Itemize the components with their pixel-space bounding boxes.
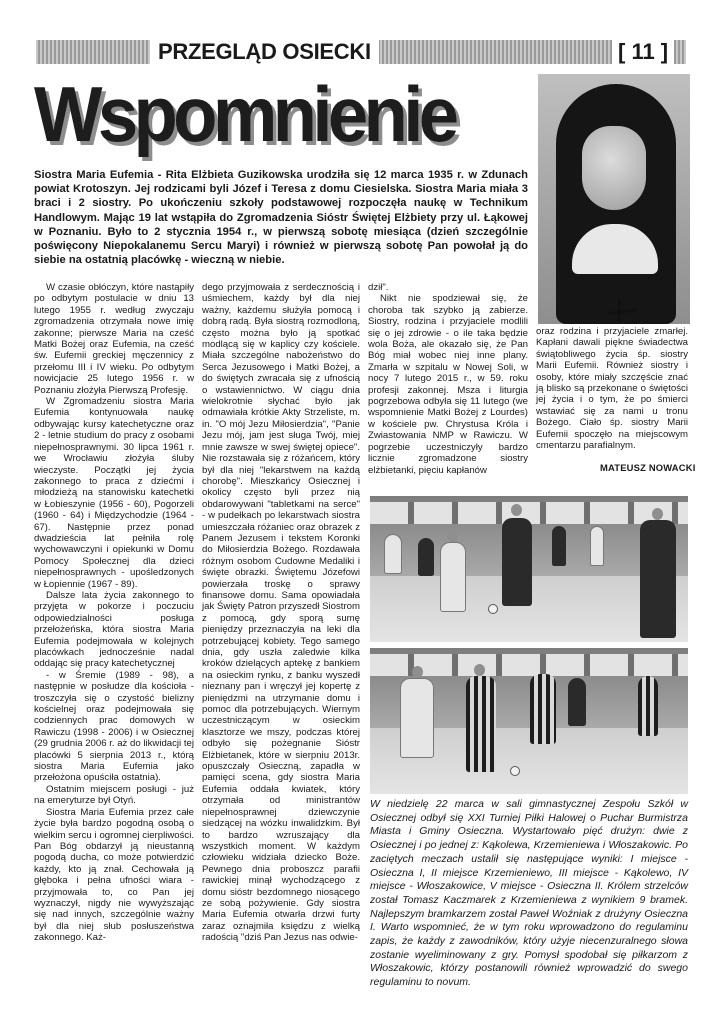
page-number: [ 11 ]: [612, 38, 674, 66]
player-figure: [530, 674, 556, 744]
paragraph: Dalsze lata życia zakonnego to przyjęta w pokorze i poczuciu odpowiedzialności posługa przełożeńska, która siostra Maria Eufemia podejmowała w kolejnych placówkach jednocześnie nadal oddając się pracy katechetycznej: [34, 589, 194, 670]
paragraph: Ostatnim miejscem posługi - już na emeryturze był Otyń.: [34, 783, 194, 807]
futsal-match-photo-icon: [370, 648, 688, 794]
article-column-3: [368, 282, 528, 476]
futsal-match-photo-icon: [370, 496, 688, 642]
paragraph: dził".: [368, 282, 389, 293]
magazine-title: PRZEGLĄD OSIECKI: [150, 38, 379, 66]
ball-icon: [510, 766, 520, 776]
player-head: [652, 508, 663, 520]
player-figure: [418, 538, 434, 576]
player-figure: [466, 676, 496, 772]
player-figure: [640, 520, 676, 638]
article-column-2: [202, 282, 360, 944]
player-figure: [638, 676, 658, 736]
player-figure: [552, 526, 566, 566]
article-column-1: [34, 282, 194, 944]
ball-icon: [488, 604, 498, 614]
player-head: [447, 530, 458, 542]
player-figure: [400, 678, 434, 758]
player-figure: [568, 678, 586, 726]
player-head: [511, 504, 522, 516]
paragraph: Nikt nie spodziewał się, że choroba tak szybko ją zabierze. Siostry, rodzina i przyjaciele modlili się o jej zdrowie - o ile taka będzie wola Boża, ale okazało się, że Pan Bóg miał wobec niej inne plany. Zmarła w szpitalu w Nowej Soli, w nocy 7 lutego 2015 r., w 59. roku profesji zakonnej. Msza i liturgia pogrzebowa odbyła się 11 lutego (we wspomnienie Matki Bożej z Lourdes) w kościele pw. Chrystusa Króla i Zwiastowania NMP w Rawiczu. W pogrzebie uczestniczyły bardzo licznie zgromadzone siostry elżbietanki, pięciu kapłanów: [368, 293, 528, 476]
player-head: [412, 666, 423, 678]
player-figure: [384, 534, 402, 574]
article-column-4: [536, 326, 688, 451]
player-figure: [590, 526, 604, 566]
paragraph: oraz rodzina i przyjaciele zmarłej. Kapłani dawali piękne świadectwa świątobliwego życia śp. siostry Marii Eufemii. Również siostry i osoby, które miały szczęście znać ją blisko są przekonane o świętości jej życia i o tym, że po śmierci wstawiać się za nami u tronu Bożego. Ciało śp. siostry Marii Eufemii spoczęło na miejscowym cmentarzu parafialnym.: [536, 326, 688, 452]
article-intro: Siostra Maria Eufemia - Rita Elżbieta Guzikowska urodziła się 12 marca 1935 r. w Zdunach powiat Krotoszyn. Jej rodzicami byli Józef i Teresa z domu Ciesielska. Siostra Maria miała 3 braci i 2 siostry. Po ukończeniu szkoły podstawowej rozpoczęła naukę w Technikum Handlowym. Mając 19 lat wstąpiła do Zgromadzenia Sióstr Świętej Elżbiety przy ul. Łąkowej w Poznaniu. Było to 2 stycznia 1954 r., w pierwszą sobotę miesiąca (dzień szczególnie poświęcony Niepokalanemu Sercu Maryi) i również w pierwszą sobotę Pan powołał ją do siebie na ostatnią placówkę - wieczną w niebie.: [34, 169, 528, 267]
player-head: [474, 664, 485, 676]
paragraph: dego przyjmowała z serdecznością i uśmiechem, każdy był dla niej ważny, każdemu służyła pomocą i dobrą radą. Była siostrą rozmodloną, często można było ją spotkać modlącą się w kaplicy czy kościele. Miała szczególne nabożeństwo do Serca Jezusowego i Matki Bożej, a do świętych zwracała się z ufnością o wstawiennictwo. W ciągu dnia wielokrotnie słychać było jak odmawiała krótkie Akty Strzeliste, m. in. "O mój Jezu Miłosierdzia", "Panie Jezu mój, jam jest sługa Twój, miej mnie zawsze w swej świętej opiece". Nie rozstawała się z różańcem, który był dla niej "lekarstwem na każdą chorobę". Mieszkańcy Osiecznej i okolicy często byli przez nią obdarowywani "tabletkami na serce" - w pudełkach po lekarstwach siostra umieszczała różaniec oraz obrazek z Panem Jezusem i tekstem Koronki do Miłosierdzia Bożego. Rozdawała różnym osobom Cudowne Medaliki i święte obrazki. Świętemu Józefowi powierzała troskę o sprawy finansowe domu. Sama opowiadała jak Święty Patron przyszedł Siostrom z pomocą, gdy sporą sumę pieniędzy przeznaczyła na leki dla potrzebującej kobiety. Tego samego dnia, gdy uszła zaledwie kilka kroków dzielących aptekę z bankiem na osieckim rynku, z banku wyszedł nieznany pan i wręczył jej kopertę z pieniędzmi na utrzymanie domu i pomoc dla potrzebujących. Wiernym uczestniczącym w osieckim klasztorze we mszy, podczas której odbyło się pożegnanie Sióstr Elżbietanek, które w sierpniu 2013r. opuszczały Osieczną, zapadła w pamięci scena, gdy siostra Maria Eufemia oddała kwiatek, który otrzymała od ministrantów niepełnosprawnej dziewczynie siedzącej na wózku inwalidzkim. Był to bardzo wzruszający dla wszystkich moment. W każdym człowieku widziała dziecko Boże. Pewnego dnia proboszcz parafii rawickiej minął wychodzącego z domu sióstr bezdomnego niosącego ze sobą pożywienie. Gdy siostra Maria Eufemia otwarła drzwi furty zaraz oznajmiła księdzu z wielką radością "dziś Pan Jezus nas odwie-: [202, 282, 360, 944]
paragraph: - w Śremie (1989 - 98), a następnie w posłudze dla kościoła - troszczyła się o czystość bielizny kościelnej oraz podejmowała się codziennych prac domowych w Rawiczu (1998 - 2006) i w Osiecznej (29 grudnia 2006 r. aż do likwidacji tej placówki 5 sierpnia 2013 r., którą siostra Maria Eufemia jako przełożona opuściła ostatnia).: [34, 669, 194, 784]
face-shape: [582, 126, 646, 210]
author-signature: MATEUSZ NOWACKI: [600, 462, 696, 473]
player-figure: [502, 518, 532, 606]
paragraph: W Zgromadzeniu siostra Maria Eufemia kontynuowała naukę odbywając kursy katechetyczne oraz 2 - letnie studium do pracy z osobami niepełnosprawnymi. 30 lipca 1961 r. we Wrocławiu złożyła śluby wieczyste. Początki jej życia zakonnego to praca z dziećmi i młodzieżą na stanowisku katechetki w Łobieszynie (1956 - 60), Pogorzeli (1960 - 64) i Międzychodzie (1964 - 67). Następnie przez ponad dwadzieścia lat pełniła rolę wychowawczyni i opiekunki w Domu Pomocy Społecznej dla dzieci niepełnosprawnych - upośledzonych w Łopiennie (1967 - 89).: [34, 396, 194, 590]
paragraph: Siostra Maria Eufemia przez całe życie była bardzo pogodną osobą o wielkim sercu i ogromnej cierpliwości. Pan Bóg obdarzył ją nieustanną pogodą ducha, co może potwierdzić każdy, kto ją znał. Cechowała ją głęboka i pełna ufności wiara - przyjmowała to, co Pan jej wyznaczył, nigdy nie wywyższając się nad innych, szczególnie ważny był dla niej słub posłuszeństwa zakonnego. Każ-: [34, 806, 194, 944]
portrait-photo-icon: [538, 74, 690, 324]
photo-caption: W niedzielę 22 marca w sali gimnastycznej Zespołu Szkół w Osiecznej odbył się XXI Turniej Piłki Halowej o Puchar Burmistrza Miasta i Gminy Osieczna. Wystartowało pięć drużyn: dwie z Osiecznej i po jednej z: Kąkolewa, Krzemieniewa i Włoszakowic. Po zaciętych meczach ustalił się następujące wyniki: I miejsce - Osieczna I, II miejsce Krzemieniewo, III miejsce - Kąkolewo, IV miejsce - Włoszakowice, V miejsce - Osieczna II. Królem strzelców został Tomasz Kaczmarek z Krzemieniewa z wynikiem 9 bramek. Najlepszym bramkarzem został Paweł Woźniak z drużyny Osieczna I. Warto wspomnieć, że w tym roku wprowadzono do regulaminu zapis, że każdy z zawodników, który użyje niecenzuralnego słowa zostanie wyeliminowany z gry. Pomysł spodobał się piłkarzom z Włoszakowic, którzy postanowili również wprowadzić do swego regulaminu to novum.: [370, 798, 688, 989]
player-figure: [440, 542, 466, 612]
headline: Wspomnienie: [34, 70, 455, 158]
paragraph: W czasie obłóczyn, które nastąpiły po odbytym postulacie w dniu 13 lutego 1955 r. według zwyczaju zgromadzenia otrzymała nowe imię zakonne; pierwsze Maria na cześć Matki Bożej oraz Eufemia, na cześć św. Eufemii greckiej męczennicy z przełomu III i IV wieku. Po odbytym nowicjacie 25 lutego 1956 r. w Poznaniu złożyła Pierwszą Profesję.: [34, 282, 194, 396]
cross-icon: [606, 296, 640, 322]
